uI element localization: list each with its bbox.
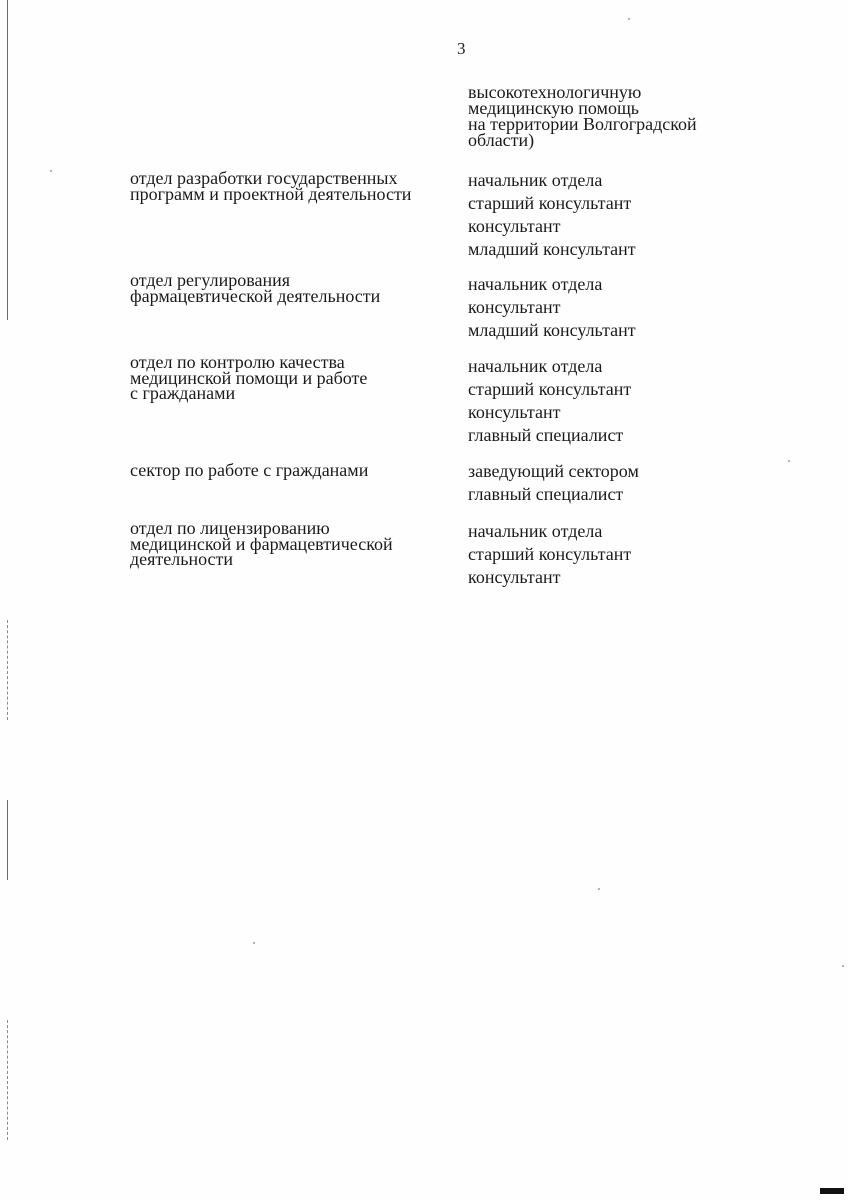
position-item: консультант [468, 216, 561, 236]
position-item: главный специалист [468, 425, 624, 445]
position-item: начальник отдела [468, 170, 603, 190]
position-item: начальник отдела [468, 274, 603, 294]
scan-speck [788, 460, 790, 462]
department-name-line: фармацевтической деятельности [130, 285, 381, 306]
scan-edge-line [7, 800, 8, 880]
scan-speck [598, 888, 600, 890]
scan-edge-line [7, 0, 8, 320]
scan-speck [628, 18, 630, 20]
department-name [130, 270, 460, 306]
scan-speck [842, 965, 844, 967]
department-name [130, 460, 460, 480]
position-item: начальник отдела [468, 356, 603, 376]
continued-text-line: высокотехнологичную [468, 82, 642, 102]
department-name [130, 168, 460, 204]
department-name-line: сектор по работе с гражданами [130, 460, 369, 480]
position-list [468, 460, 768, 506]
department-name-line: отдел по лицензированию [130, 518, 330, 538]
position-item: старший консультант [468, 379, 632, 399]
page-number: 3 [457, 39, 466, 58]
department-name-line: медицинской и фармацевтической [130, 533, 393, 554]
scan-edge-line [7, 620, 9, 720]
scan-corner-mark [820, 1188, 844, 1194]
scan-speck [253, 942, 255, 944]
position-item: главный специалист [468, 484, 624, 504]
position-item: старший консультант [468, 544, 632, 564]
position-item: старший консультант [468, 193, 632, 213]
position-item: консультант [468, 567, 561, 587]
department-name-line: медицинской помощи и работе [130, 367, 368, 388]
department-name-line: с гражданами [130, 383, 236, 403]
position-list [468, 273, 768, 342]
position-item: младший консультант [468, 239, 636, 259]
position-item: младший консультант [468, 320, 636, 340]
department-name-line: отдел по контролю качества [130, 352, 345, 372]
department-name [130, 352, 460, 403]
department-name-line: деятельности [130, 549, 234, 569]
department-name [130, 518, 460, 569]
position-list [468, 520, 768, 589]
scan-edge-line [7, 1020, 9, 1140]
position-item: заведующий сектором [468, 461, 639, 481]
position-list [468, 169, 768, 261]
position-list [468, 355, 768, 447]
continued-text-line: области) [468, 130, 535, 150]
department-name-line: отдел регулирования [130, 270, 291, 290]
department-name-line: отдел разработки государственных [130, 168, 398, 188]
continued-text-line: медицинскую помощь [468, 98, 640, 118]
continued-text [468, 84, 758, 148]
position-item: консультант [468, 297, 561, 317]
position-item: консультант [468, 402, 561, 422]
continued-text-line: на территории Волгоградской [468, 114, 697, 134]
department-name-line: программ и проектной деятельности [130, 183, 412, 204]
position-item: начальник отдела [468, 521, 603, 541]
scan-speck [50, 170, 52, 172]
